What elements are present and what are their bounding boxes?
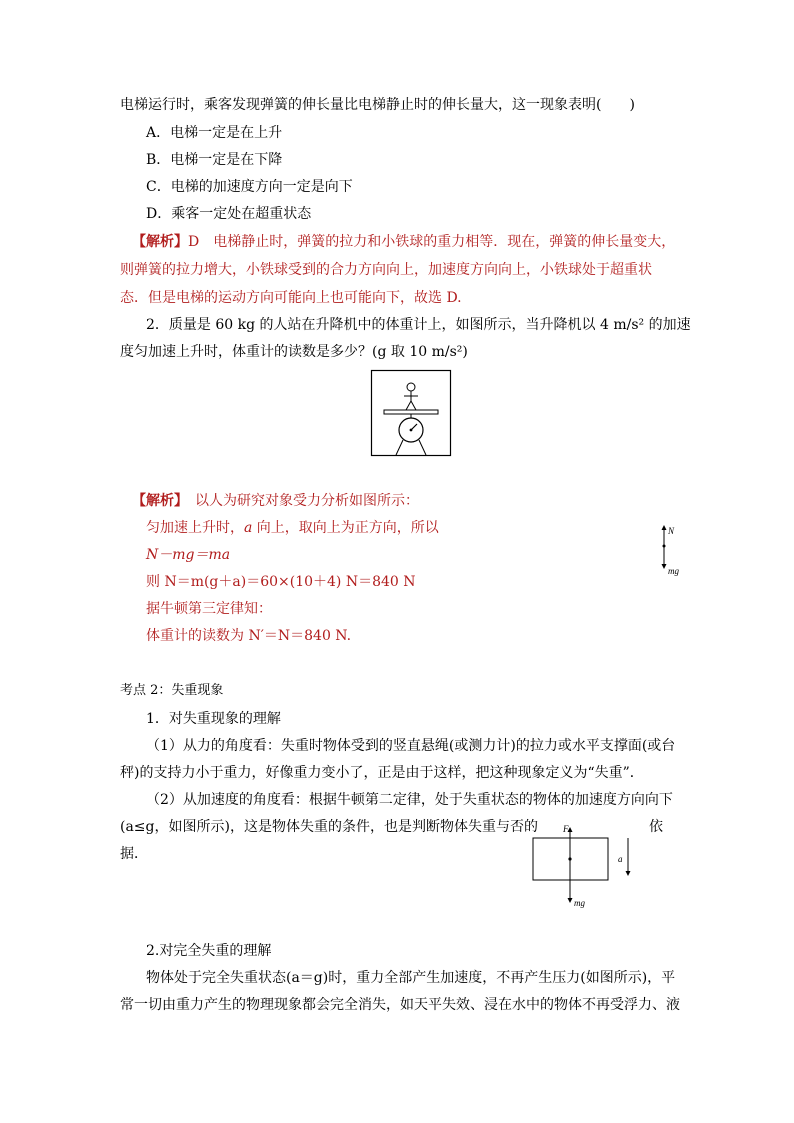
q1-analysis-line2: 则弹簧的拉力增大，小铁球受到的合力方向向上，加速度方向向上，小铁球处于超重状 <box>120 262 652 278</box>
force-label-mg: mg <box>668 566 679 576</box>
block-label-a: a <box>618 854 623 864</box>
q1-stem: 电梯运行时，乘客发现弹簧的伸长量比电梯静止时的伸长量大，这一现象表明( ) <box>120 97 635 113</box>
q2-stem-line1: 2．质量是 60 kg 的人站在升降机中的体重计上，如图所示，当升降机以 4 m/s² 的加速 <box>146 317 691 333</box>
section2-p1-line2: 秤)的支持力小于重力，好像重力变小了，正是由于这样，把这种现象定义为“失重”． <box>120 765 644 781</box>
section2-p2-line2: (a≤g，如图所示)，这是物体失重的条件，也是判断物体失重与否的 <box>120 819 538 835</box>
q2-stem-line2: 度匀加速上升时，体重计的读数是多少？(g 取 10 m/s²) <box>120 344 468 360</box>
q2-analysis-tag: 【解析】 <box>132 493 181 509</box>
q2-analysis-newton3: 据牛顿第三定律知： <box>146 601 272 617</box>
q2-analysis-equation: N－mg＝ma <box>146 547 231 563</box>
section2-p2-line3: 据． <box>120 846 148 862</box>
block-label-f: F <box>563 824 569 834</box>
force-label-n: N <box>668 526 675 536</box>
q2-analysis-line1: 【解析】 以人为研究对象受力分析如图所示： <box>132 493 419 509</box>
q1-option-b: B．电梯一定是在下降 <box>146 152 283 168</box>
section2-p1-line1: （1）从力的角度看：失重时物体受到的竖直悬绳(或测力计)的拉力或水平支撑面(或台 <box>146 738 676 754</box>
section2-p3-line2: 常一切由重力产生的物理现象都会完全消失，如天平失效、浸在水中的物体不再受浮力、液 <box>120 997 680 1013</box>
block-force-figure <box>530 820 640 910</box>
q1-option-d: D．乘客一定处在超重状态 <box>146 206 312 222</box>
section2-p3-line1: 物体处于完全失重状态(a＝g)时，重力全部产生加速度，不再产生压力(如图所示)，平 <box>146 970 676 986</box>
elevator-scale-figure <box>371 370 451 456</box>
section2-p2-line1: （2）从加速度的角度看：根据牛顿第二定律，处于失重状态的物体的加速度方向向下 <box>146 792 673 808</box>
section2-p2-line2-tail: 依 <box>649 819 663 835</box>
q1-option-c: C．电梯的加速度方向一定是向下 <box>146 179 353 195</box>
q2-analysis-line2: 匀加速上升时，a 向上，取向上为正方向，所以 <box>146 520 439 536</box>
section2-heading2: 2.对完全失重的理解 <box>146 943 272 959</box>
q1-analysis-tag: 【解析】 <box>132 234 188 250</box>
q1-analysis-line3: 态．但是电梯的运动方向可能向上也可能向下，故选 D. <box>120 290 462 306</box>
section2-title: 考点 2：失重现象 <box>120 683 224 698</box>
q1-option-a: A．电梯一定是在上升 <box>146 125 283 141</box>
section2-heading1: 1．对失重现象的理解 <box>146 711 281 727</box>
q2-analysis-calculation: 则 N＝m(g＋a)＝60×(10＋4) N＝840 N <box>146 574 416 590</box>
q1-analysis-line1: 【解析】D 电梯静止时，弹簧的拉力和小铁球的重力相等．现在，弹簧的伸长量变大， <box>132 234 676 250</box>
block-label-mg: mg <box>574 898 585 908</box>
q2-analysis-answer: 体重计的读数为 N′＝N＝840 N. <box>146 628 352 644</box>
